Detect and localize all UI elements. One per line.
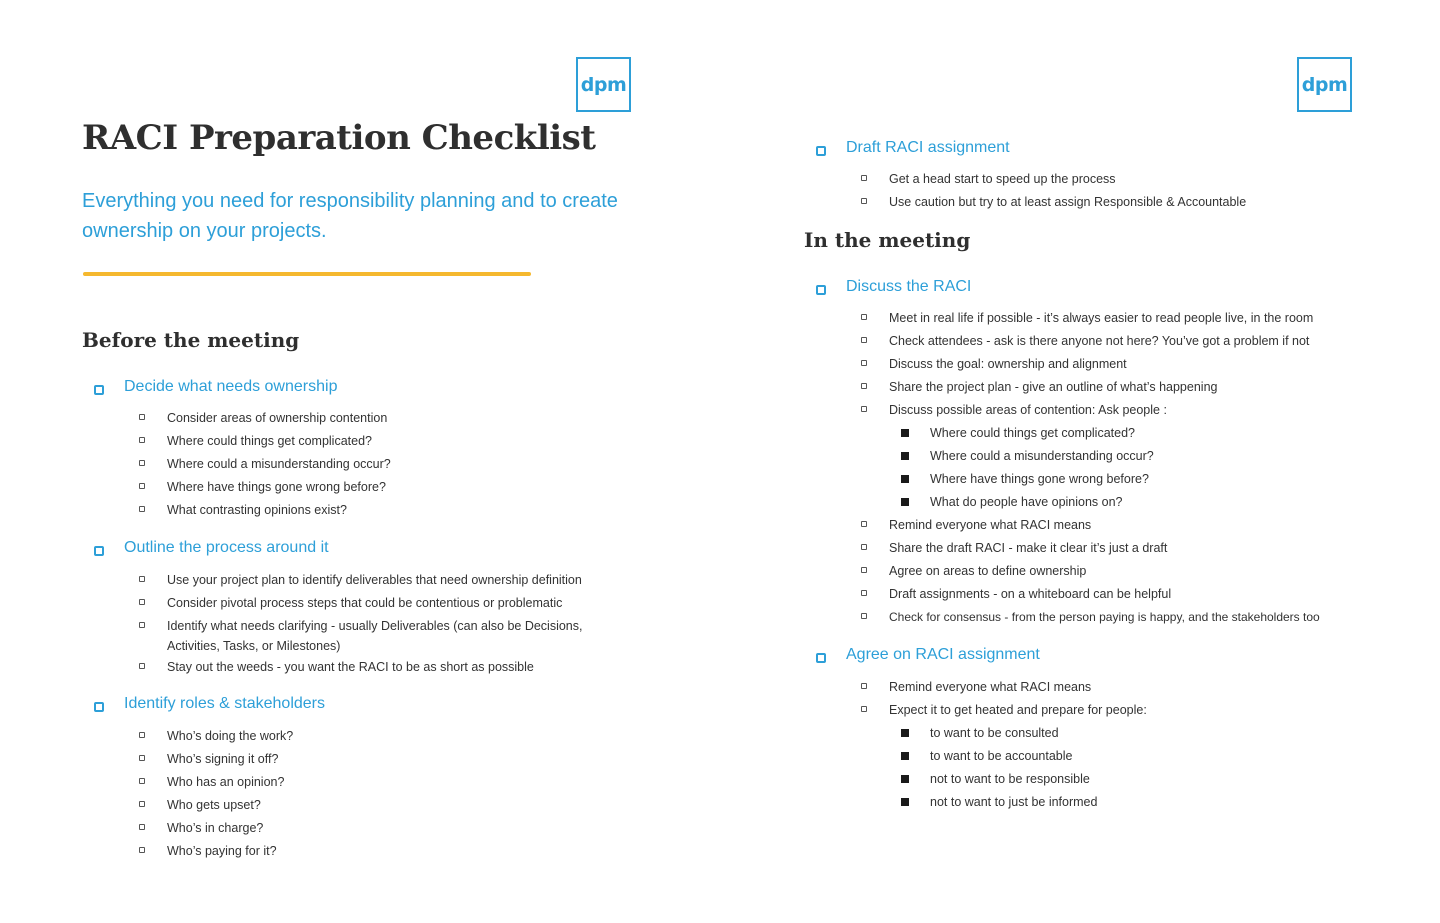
checkbox-icon[interactable] <box>139 622 145 628</box>
group-title: Identify roles & stakeholders <box>124 695 325 712</box>
checkbox-icon[interactable] <box>861 544 867 550</box>
checkbox-icon[interactable] <box>94 546 104 556</box>
square-bullet-icon <box>901 775 909 783</box>
square-bullet-icon <box>901 498 909 506</box>
group-title: Agree on RACI assignment <box>846 646 1040 663</box>
checkbox-icon[interactable] <box>816 146 826 156</box>
checkbox-icon[interactable] <box>139 824 145 830</box>
checkbox-icon[interactable] <box>139 847 145 853</box>
checkbox-icon[interactable] <box>139 483 145 489</box>
page-title: RACI Preparation Checklist <box>82 118 596 158</box>
square-bullet-icon <box>901 429 909 437</box>
dpm-logo: dpm <box>1297 57 1352 112</box>
square-bullet-icon <box>901 752 909 760</box>
square-bullet-icon <box>901 798 909 806</box>
divider-rule <box>83 272 531 276</box>
checkbox-icon[interactable] <box>861 383 867 389</box>
checkbox-icon[interactable] <box>139 506 145 512</box>
checkbox-icon[interactable] <box>139 599 145 605</box>
checkbox-icon[interactable] <box>861 175 867 181</box>
page-left: dpm RACI Preparation Checklist Everything you need for responsibility planning and to create ownership on your projects. Before the meeting Decide what needs ownership Consider areas of ownership contention Where could things get complicated? Where could a misunderstanding occur? Where have things gone wrong before? What contrasting opinions exist? Outline the process around it Use your project plan to identify deliverables that need ownership definition Consider pivotal process steps that could be contentious or problematic Identify what needs clarifying - usually Deliverables (can also be Decisions, Activities, Tasks, or Milestones) Stay out the weeds - you want the RACI to be as short as possible Identify roles & stakeholders Who’s doing the work? Who’s signing it off? Who has an opinion? Who gets upset? Who’s in charge? Who’s paying for it? <box>0 0 720 923</box>
checkbox-icon[interactable] <box>139 801 145 807</box>
checkbox-icon[interactable] <box>94 702 104 712</box>
dpm-logo: dpm <box>576 57 631 112</box>
group-title: Draft RACI assignment <box>846 139 1010 156</box>
page-subtitle: Everything you need for responsibility planning and to create ownership on your projects. <box>82 190 618 242</box>
square-bullet-icon <box>901 452 909 460</box>
checkbox-icon[interactable] <box>861 314 867 320</box>
square-bullet-icon <box>901 475 909 483</box>
group-title: Decide what needs ownership <box>124 378 338 395</box>
checkbox-icon[interactable] <box>139 755 145 761</box>
group-title: Outline the process around it <box>124 539 329 556</box>
checkbox-icon[interactable] <box>816 653 826 663</box>
checkbox-icon[interactable] <box>861 567 867 573</box>
square-bullet-icon <box>901 729 909 737</box>
checkbox-icon[interactable] <box>861 360 867 366</box>
checkbox-icon[interactable] <box>139 732 145 738</box>
checkbox-icon[interactable] <box>861 706 867 712</box>
checkbox-icon[interactable] <box>94 385 104 395</box>
checkbox-icon[interactable] <box>139 460 145 466</box>
checkbox-icon[interactable] <box>861 198 867 204</box>
section-heading-before: Before the meeting <box>82 328 300 352</box>
checkbox-icon[interactable] <box>861 590 867 596</box>
group-title: Discuss the RACI <box>846 278 972 295</box>
checkbox-icon[interactable] <box>861 683 867 689</box>
checkbox-icon[interactable] <box>139 576 145 582</box>
checkbox-icon[interactable] <box>139 414 145 420</box>
checkbox-icon[interactable] <box>816 285 826 295</box>
section-heading-in-meeting: In the meeting <box>804 228 971 252</box>
checkbox-icon[interactable] <box>861 406 867 412</box>
checkbox-icon[interactable] <box>139 437 145 443</box>
checkbox-icon[interactable] <box>861 521 867 527</box>
checkbox-icon[interactable] <box>861 613 867 619</box>
checkbox-icon[interactable] <box>139 778 145 784</box>
page-right: dpm Draft RACI assignment Get a head start to speed up the process Use caution but try to at least assign Responsible & Accountable In the meeting Discuss the RACI Meet in real life if possible - it’s always easier to read people live, in the room Check attendees - ask is there anyone not here? You’ve got a problem if not Discuss the goal: ownership and alignment Share the project plan - give an outline of what’s happening Discuss possible areas of contention: Ask people : Where could things get complicated? Where could a misunderstanding occur? Where have things gone wrong before? What do people have opinions on? Remind everyone what RACI means Share the draft RACI - make it clear it’s just a draft Agree on areas to define ownership Draft assignments - on a whiteboard can be helpful Check for consensus - from the person paying is happy, and the stakeholders too Agree on RACI assignment Remind everyone what RACI means Expect it to get heated and prepare for people: to want to be consulted to want to be accountable not to want to be responsible not to want to just be informed <box>722 0 1440 923</box>
checkbox-icon[interactable] <box>861 337 867 343</box>
checkbox-icon[interactable] <box>139 663 145 669</box>
